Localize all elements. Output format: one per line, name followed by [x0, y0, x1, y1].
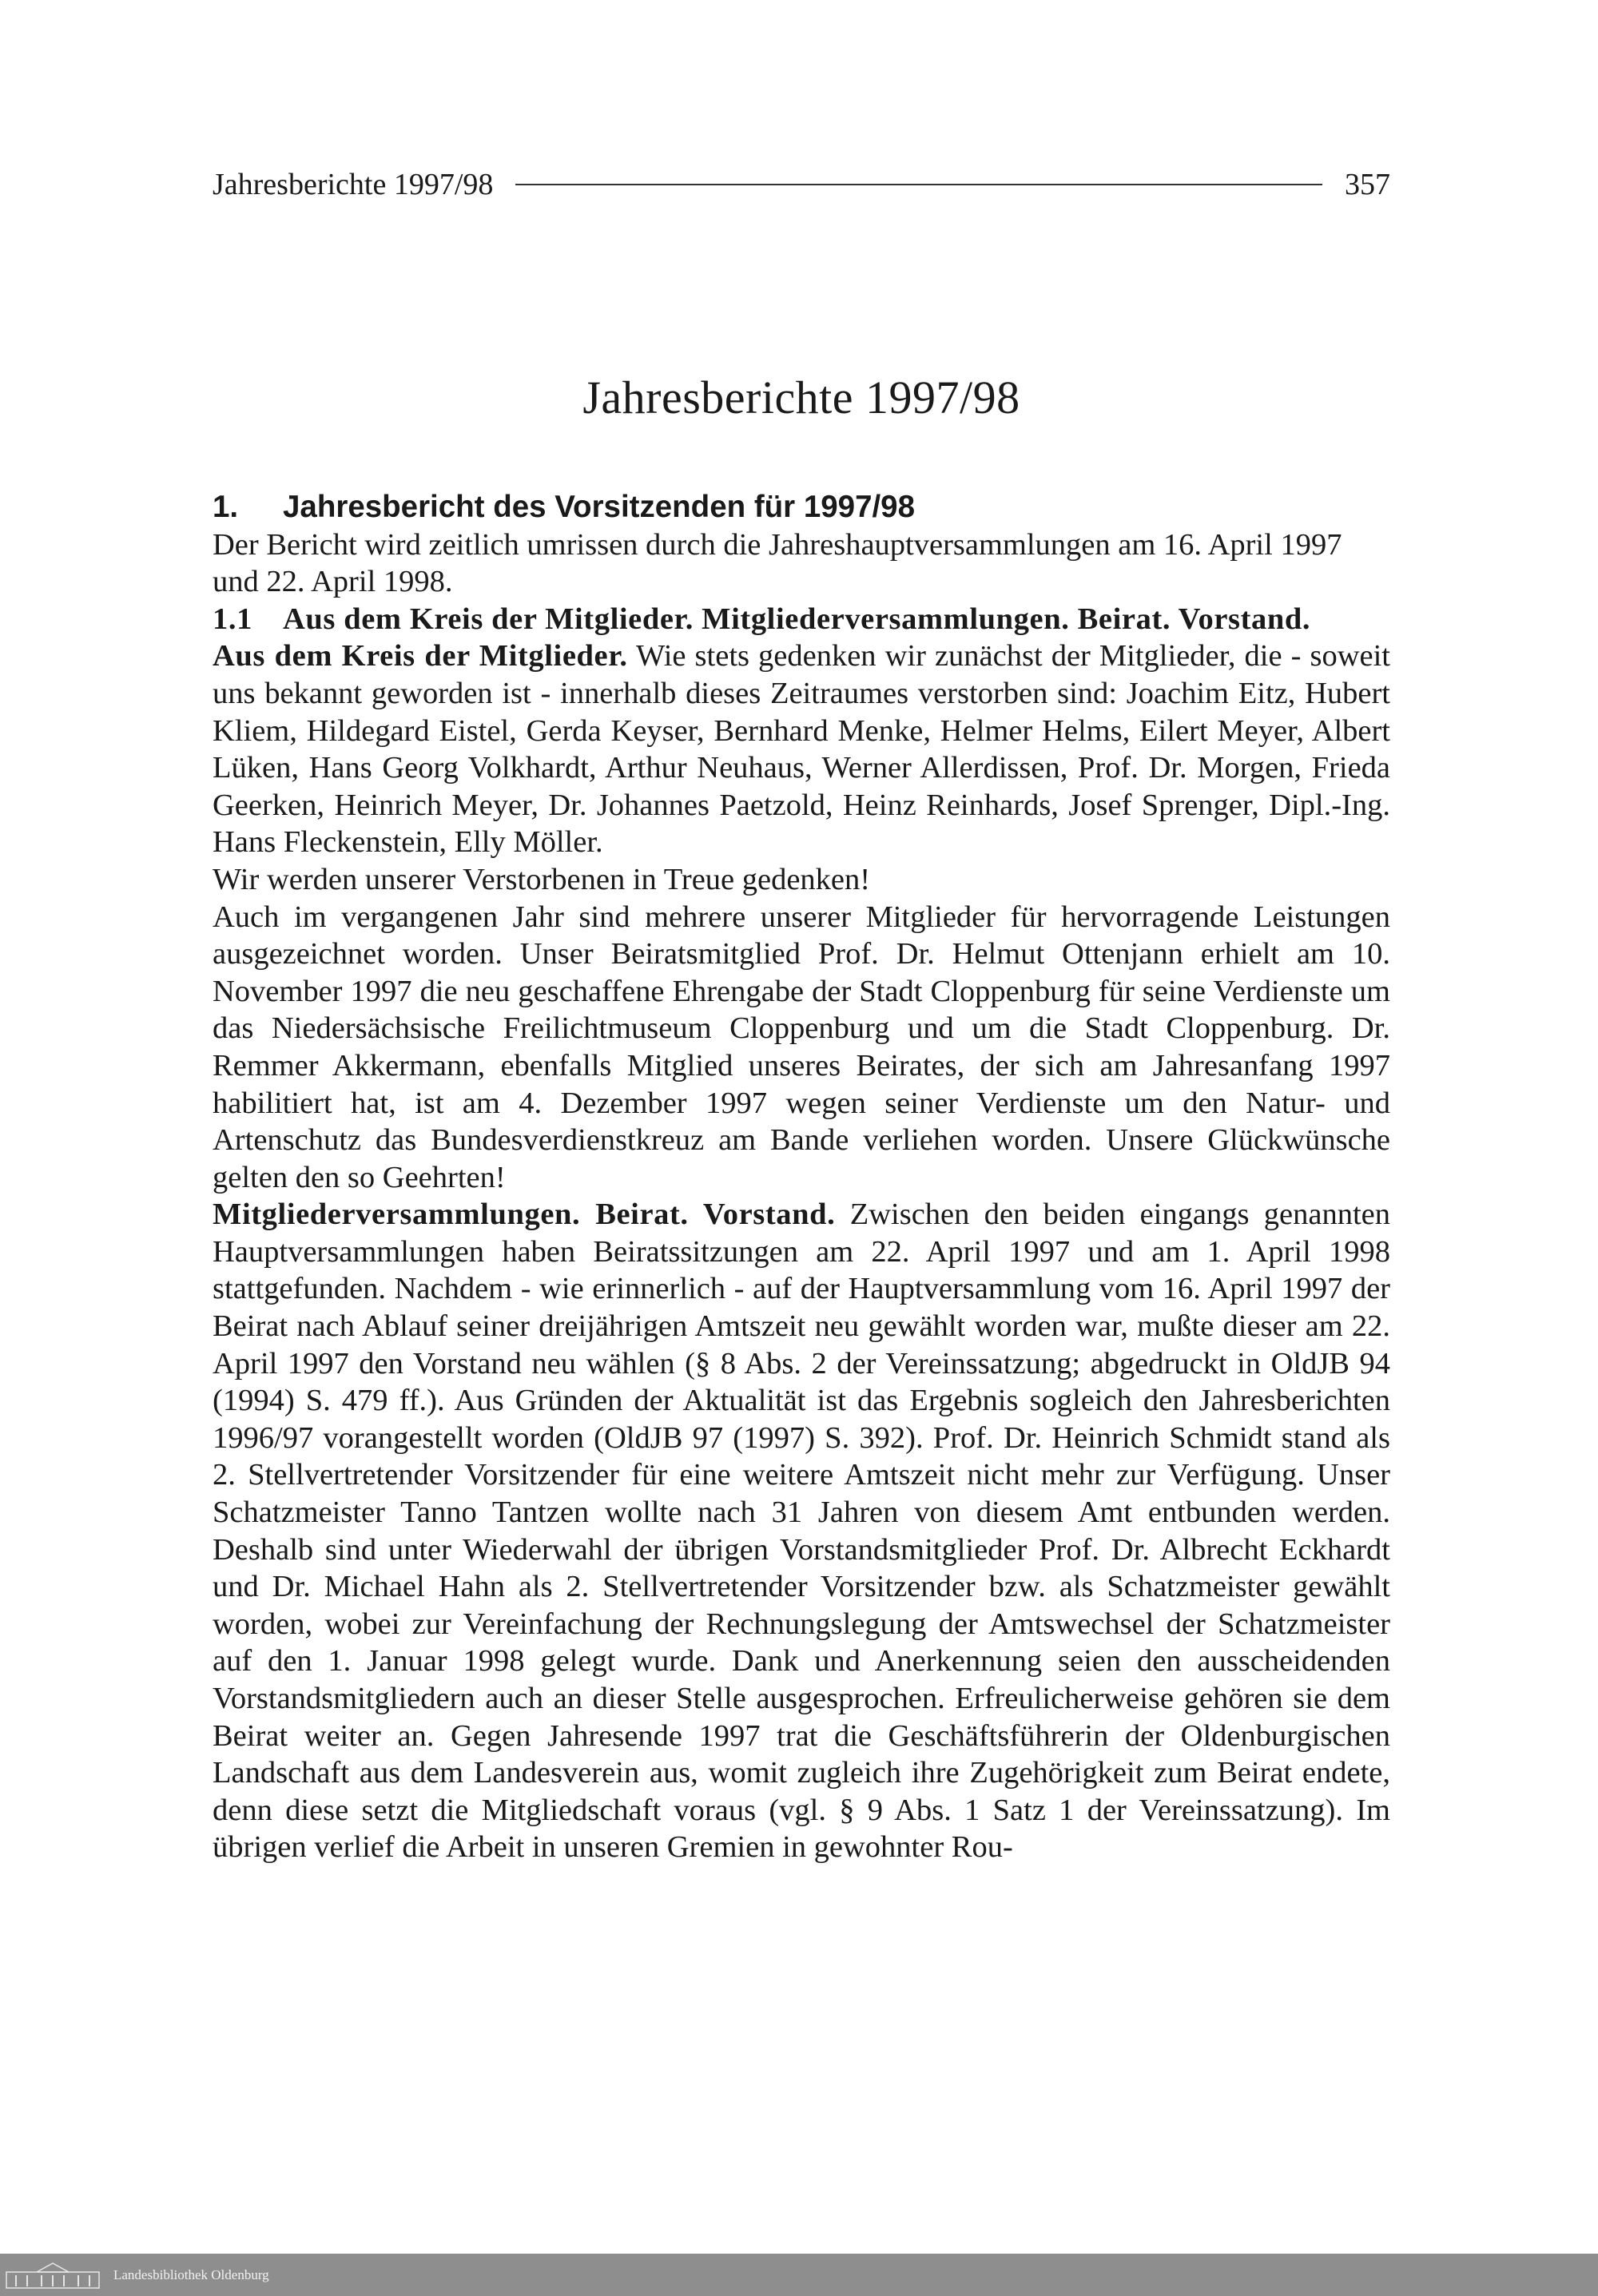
library-name: Landesbibliothek Oldenburg: [113, 2266, 269, 2282]
page-number: 357: [1345, 168, 1390, 201]
paragraph-assemblies-text: Zwischen den beiden eingangs genannten Hauptversammlungen haben Beiratssitzungen am 22. April 1997 und am 1. April 1998 stattgefunden. Nachdem - wie erinnerlich - auf der Hauptversammlung vom 16. April 1997 der Beirat nach Ablauf seiner dreijährigen Amtszeit neu gewählt worden war, mußte dieser am 22. April 1997 den Vorstand neu wählen (§ 8 Abs. 2 der Vereinssatzung; abgedruckt in OldJB 94 (1994) S. 479 ff.). Aus Gründen der Aktualität ist das Ergebnis sogleich den Jahresberichten 1996/97 vorangestellt worden (OldJB 97 (1997) S. 392). Prof. Dr. Heinrich Schmidt stand als 2. Stellvertretender Vorsitzender für eine weitere Amtszeit nicht mehr zur Verfügung. Unser Schatzmeister Tanno Tantzen wollte nach 31 Jahren von diesem Amt entbunden werden. Deshalb sind unter Wiederwahl der übrigen Vorstandsmitglieder Prof. Dr. Albrecht Eckhardt und Dr. Michael Hahn als 2. Stellvertretender Vorsitzender bzw. als Schatzmeister gewählt worden, wobei zur Vereinfachung der Rechnungslegung der Amtswechsel der Schatzmeister auf den 1. Januar 1998 gelegt wurde. Dank und Anerkennung seien den ausscheidenden Vorstandsmitgliedern auch an dieser Stelle ausgesprochen. Erfreulicherweise gehören sie dem Beirat weiter an. Gegen Jahresende 1997 trat die Geschäftsführerin der Oldenburgischen Landschaft aus dem Landesverein aus, womit zugleich ihre Zugehörigkeit zum Beirat endete, denn diese setzt die Mitgliedschaft voraus (vgl. § 9 Abs. 1 Satz 1 der Vereinssatzung). Im übrigen verlief die Arbeit in unseren Gremien in gewohnter Rou-: [213, 1198, 1390, 1865]
paragraph-honours: Auch im vergangenen Jahr sind mehrere unserer Mitglieder für hervorragende Leistungen ausgezeichnet worden. Unser Beiratsmitglied Prof. Dr. Helmut Ottenjann erhielt am 10. November 1997 die neu geschaffene Ehrengabe der Stadt Cloppenburg für seine Verdienste um das Niedersächsische Freilichtmuseum Cloppenburg und um die Stadt Cloppenburg. Dr. Remmer Akkermann, ebenfalls Mitglied unseres Beirates, der sich am Jahresanfang 1997 habilitiert hat, ist am 4. Dezember 1997 wegen seiner Verdienste um den Natur- und Artenschutz das Bundesverdienstkreuz am Bande verliehen worden. Unsere Glückwünsche gelten den so Geehrten!: [213, 900, 1390, 1194]
section-1-heading: [213, 489, 1390, 526]
page-title: Jahresberichte 1997/98: [582, 371, 1020, 423]
section-1-1-number: 1.1: [213, 602, 252, 636]
section-1-1-heading: [213, 601, 1390, 638]
section-1-title: Jahresbericht des Vorsitzenden für 1997/98: [283, 490, 915, 524]
paragraph-remembrance: Wir werden unserer Verstorbenen in Treue gedenken!: [213, 862, 871, 896]
paragraph-members: [213, 638, 1390, 861]
running-header: [213, 165, 1390, 205]
paragraph-assemblies: [213, 1196, 1390, 1866]
section-1-intro: Der Bericht wird zeitlich umrissen durch die Jahreshauptversammlungen am 16. April 1997 und 22. April 1998.: [213, 527, 1342, 599]
section-1-1-title: Aus dem Kreis der Mitglieder. Mitgliederversammlungen. Beirat. Vorstand.: [283, 602, 1311, 636]
paragraph-assemblies-lead: Mitgliederversammlungen. Beirat. Vorstand.: [213, 1198, 836, 1232]
library-building-icon: [5, 2261, 101, 2290]
running-title: Jahresberichte 1997/98: [213, 168, 494, 201]
paragraph-members-lead: Aus dem Kreis der Mitglieder.: [213, 639, 628, 673]
section-1-number: 1.: [213, 490, 239, 524]
paragraph-members-text: Wie stets gedenken wir zunächst der Mitglieder, die - soweit uns bekannt geworden ist - innerhalb dieses Zeitraumes verstorben sind: Joachim Eitz, Hubert Kliem, Hildegard Eistel, Gerda Keyser, Bernhard Menke, Helmer Helms, Eilert Meyer, Albert Lüken, Hans Georg Volkhardt, Arthur Neuhaus, Werner Allerdissen, Prof. Dr. Morgen, Frieda Geerken, Heinrich Meyer, Dr. Johannes Paetzold, Heinz Reinhards, Josef Sprenger, Dipl.-Ing. Hans Fleckenstein, Elly Möller.: [213, 639, 1390, 860]
report-body: [213, 489, 1390, 1866]
header-rule: [515, 184, 1322, 185]
library-footer: [0, 2254, 1598, 2296]
